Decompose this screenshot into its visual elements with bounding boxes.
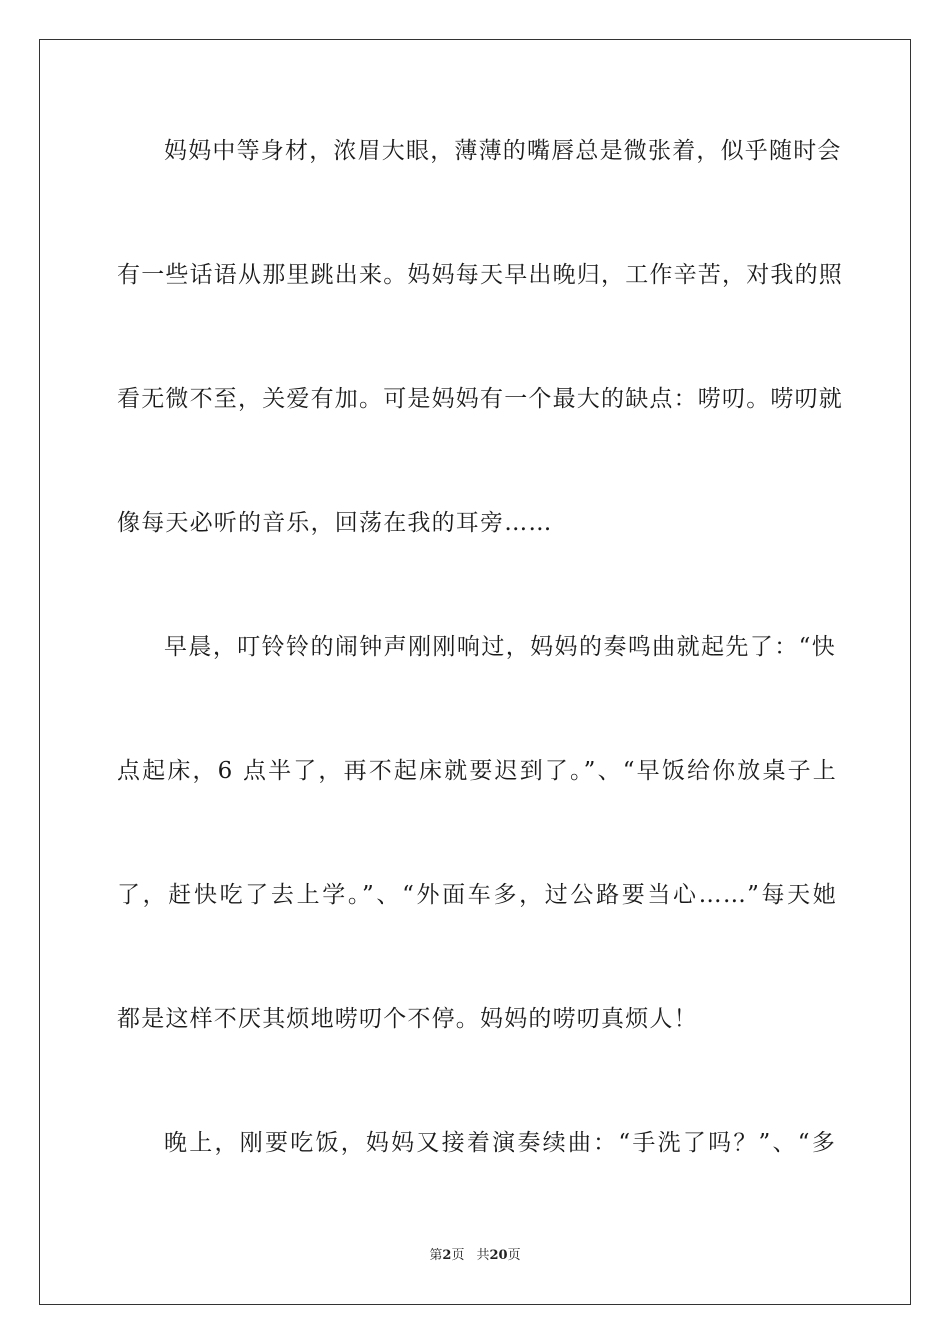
paragraph-2-line-2: 点起床，6 点半了，再不起床就要迟到了。”、“早饭给你放桌子上 [117,758,837,784]
paragraph-1-line-2: 有一些话语从那里跳出来。妈妈每天早出晚归，工作辛苦，对我的照 [117,262,843,288]
paragraph-2-line-1: 早晨，叮铃铃的闹钟声刚刚响过，妈妈的奏鸣曲就起先了：“快 [164,634,836,660]
footer-total-prefix: 共 [476,1248,490,1263]
footer-page-prefix: 第 [429,1248,443,1263]
footer-total-suffix: 页 [507,1248,521,1263]
footer-total-number: 20 [489,1248,508,1263]
paragraph-2-line-4: 都是这样不厌其烦地唠叨个不停。妈妈的唠叨真烦人！ [117,1006,698,1032]
footer-page-suffix: 页 [451,1248,465,1263]
footer-page-number: 2 [442,1248,452,1263]
page-border [39,39,911,1305]
paragraph-2-line-3: 了，赶快吃了去上学。”、“外面车多，过公路要当心……”每天她 [117,882,837,908]
paragraph-1-line-1: 妈妈中等身材，浓眉大眼，薄薄的嘴唇总是微张着，似乎随时会 [164,138,842,164]
paragraph-3-line-1: 晚上，刚要吃饭，妈妈又接着演奏续曲：“手洗了吗？”、“多 [164,1130,836,1156]
page-footer [0,1247,950,1265]
paragraph-1-line-3: 看无微不至，关爱有加。可是妈妈有一个最大的缺点：唠叨。唠叨就 [117,386,843,412]
paragraph-1-line-4: 像每天必听的音乐，回荡在我的耳旁…… [117,510,553,536]
